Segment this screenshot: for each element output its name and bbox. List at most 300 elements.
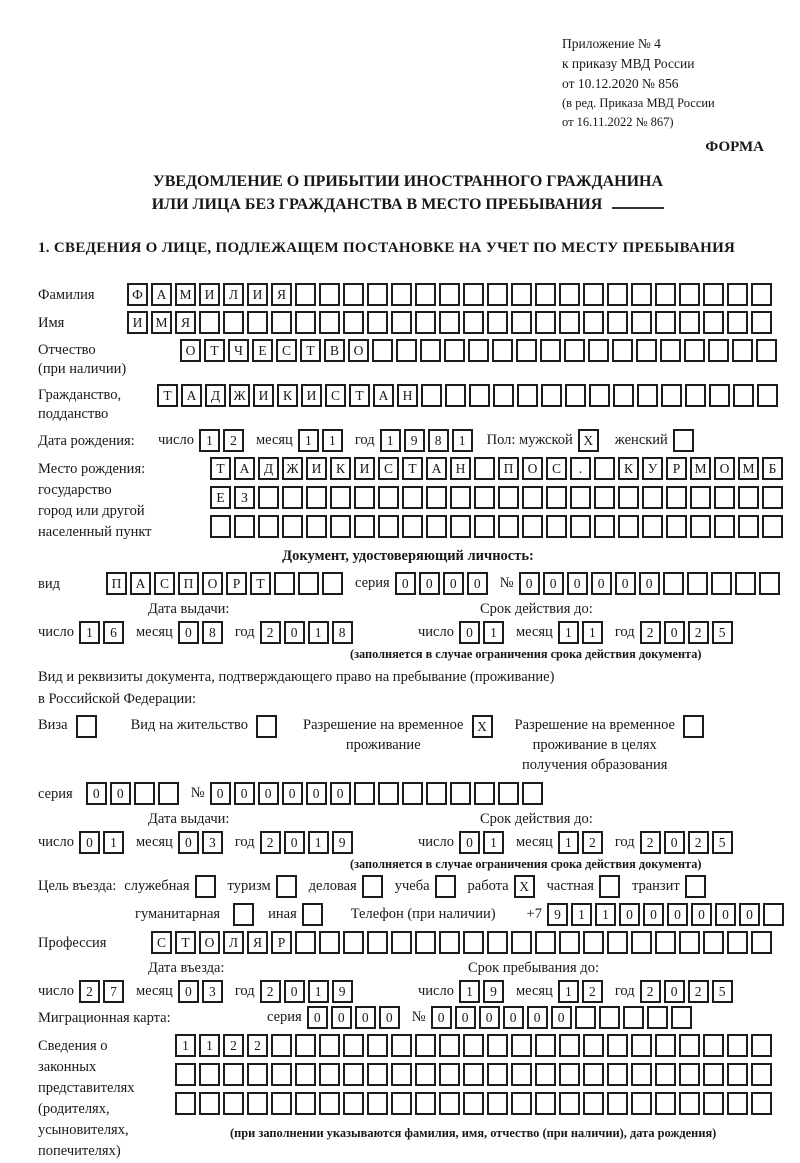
form-cell[interactable] (703, 1092, 724, 1115)
form-cell[interactable] (575, 1006, 596, 1029)
form-cell[interactable]: А (426, 457, 447, 480)
form-cell[interactable] (463, 283, 484, 306)
form-cell[interactable] (319, 1034, 340, 1057)
form-cell[interactable]: 1 (103, 831, 124, 854)
form-cell[interactable] (492, 339, 513, 362)
form-cell[interactable]: О (714, 457, 735, 480)
form-cell[interactable]: 1 (308, 621, 329, 644)
form-cell[interactable] (535, 1034, 556, 1057)
form-cell[interactable] (426, 486, 447, 509)
form-cell[interactable]: 1 (595, 903, 616, 926)
form-cell[interactable]: К (277, 384, 298, 407)
form-cell[interactable]: И (127, 311, 148, 334)
form-cell[interactable] (367, 283, 388, 306)
form-cell[interactable]: . (570, 457, 591, 480)
form-cell[interactable]: О (202, 572, 223, 595)
form-cell[interactable]: 0 (519, 572, 540, 595)
form-cell[interactable] (391, 1092, 412, 1115)
form-cell[interactable]: 2 (640, 831, 661, 854)
form-cell[interactable] (415, 283, 436, 306)
form-cell[interactable] (607, 1034, 628, 1057)
form-cell[interactable] (258, 515, 279, 538)
form-cell[interactable] (751, 311, 772, 334)
form-cell[interactable] (450, 486, 471, 509)
form-cell[interactable] (594, 515, 615, 538)
form-cell[interactable] (522, 782, 543, 805)
form-cell[interactable] (546, 515, 567, 538)
form-cell[interactable] (559, 1034, 580, 1057)
form-cell[interactable] (247, 311, 268, 334)
form-cell[interactable]: П (178, 572, 199, 595)
form-cell[interactable]: 0 (643, 903, 664, 926)
form-cell[interactable]: 0 (691, 903, 712, 926)
form-cell[interactable] (759, 572, 780, 595)
form-cell[interactable] (559, 311, 580, 334)
form-cell[interactable] (607, 283, 628, 306)
form-cell[interactable]: 0 (284, 980, 305, 1003)
form-cell[interactable] (637, 384, 658, 407)
form-cell[interactable] (703, 283, 724, 306)
form-cell[interactable]: X (578, 429, 599, 452)
form-cell[interactable] (199, 1092, 220, 1115)
form-cell[interactable]: З (234, 486, 255, 509)
form-cell[interactable] (463, 1063, 484, 1086)
form-cell[interactable] (757, 384, 778, 407)
form-cell[interactable] (306, 486, 327, 509)
form-cell[interactable] (247, 1092, 268, 1115)
form-cell[interactable] (367, 931, 388, 954)
form-cell[interactable]: И (354, 457, 375, 480)
form-cell[interactable] (594, 486, 615, 509)
form-cell[interactable]: Б (762, 457, 783, 480)
form-cell[interactable] (751, 931, 772, 954)
form-cell[interactable] (319, 1092, 340, 1115)
form-cell[interactable] (631, 283, 652, 306)
form-cell[interactable] (463, 1092, 484, 1115)
form-cell[interactable]: Т (175, 931, 196, 954)
form-cell[interactable] (463, 311, 484, 334)
form-cell[interactable]: 0 (234, 782, 255, 805)
form-cell[interactable] (487, 1063, 508, 1086)
form-cell[interactable] (727, 1034, 748, 1057)
form-cell[interactable]: Я (247, 931, 268, 954)
form-cell[interactable] (540, 339, 561, 362)
form-cell[interactable]: 0 (210, 782, 231, 805)
form-cell[interactable] (295, 1034, 316, 1057)
form-cell[interactable] (522, 515, 543, 538)
form-cell[interactable] (295, 311, 316, 334)
form-cell[interactable] (546, 486, 567, 509)
form-cell[interactable] (343, 1034, 364, 1057)
form-cell[interactable] (372, 339, 393, 362)
form-cell[interactable] (679, 311, 700, 334)
form-cell[interactable]: А (373, 384, 394, 407)
form-cell[interactable]: 2 (640, 980, 661, 1003)
form-cell[interactable] (618, 486, 639, 509)
form-cell[interactable] (378, 782, 399, 805)
form-cell[interactable] (751, 1034, 772, 1057)
form-cell[interactable]: 2 (223, 429, 244, 452)
form-cell[interactable] (583, 1092, 604, 1115)
form-cell[interactable] (685, 875, 706, 898)
form-cell[interactable] (435, 875, 456, 898)
form-cell[interactable] (687, 572, 708, 595)
form-cell[interactable] (175, 1092, 196, 1115)
form-cell[interactable] (450, 782, 471, 805)
form-cell[interactable]: Ж (229, 384, 250, 407)
form-cell[interactable] (583, 311, 604, 334)
form-cell[interactable] (511, 931, 532, 954)
form-cell[interactable] (660, 339, 681, 362)
form-cell[interactable] (487, 1034, 508, 1057)
form-cell[interactable] (450, 515, 471, 538)
form-cell[interactable]: 2 (247, 1034, 268, 1057)
form-cell[interactable] (343, 931, 364, 954)
form-cell[interactable]: Я (271, 283, 292, 306)
form-cell[interactable] (402, 515, 423, 538)
form-cell[interactable] (559, 1092, 580, 1115)
form-cell[interactable] (671, 1006, 692, 1029)
form-cell[interactable] (378, 486, 399, 509)
form-cell[interactable] (391, 1034, 412, 1057)
form-cell[interactable]: И (306, 457, 327, 480)
form-cell[interactable]: 1 (459, 980, 480, 1003)
form-cell[interactable] (330, 486, 351, 509)
form-cell[interactable] (415, 931, 436, 954)
form-cell[interactable]: 1 (558, 980, 579, 1003)
form-cell[interactable]: 1 (79, 621, 100, 644)
form-cell[interactable]: Я (175, 311, 196, 334)
form-cell[interactable] (511, 283, 532, 306)
form-cell[interactable] (354, 486, 375, 509)
form-cell[interactable] (134, 782, 155, 805)
form-cell[interactable]: 0 (664, 831, 685, 854)
form-cell[interactable]: 1 (199, 429, 220, 452)
form-cell[interactable] (733, 384, 754, 407)
form-cell[interactable]: 5 (712, 621, 733, 644)
form-cell[interactable] (256, 715, 277, 738)
form-cell[interactable]: 0 (619, 903, 640, 926)
form-cell[interactable] (727, 1063, 748, 1086)
form-cell[interactable] (426, 515, 447, 538)
form-cell[interactable] (258, 486, 279, 509)
form-cell[interactable]: А (181, 384, 202, 407)
form-cell[interactable] (439, 311, 460, 334)
form-cell[interactable]: 0 (431, 1006, 452, 1029)
form-cell[interactable] (623, 1006, 644, 1029)
form-cell[interactable] (271, 311, 292, 334)
form-cell[interactable] (559, 931, 580, 954)
form-cell[interactable] (402, 486, 423, 509)
form-cell[interactable] (763, 903, 784, 926)
form-cell[interactable]: Н (397, 384, 418, 407)
form-cell[interactable] (367, 1092, 388, 1115)
form-cell[interactable]: Р (271, 931, 292, 954)
form-cell[interactable]: 2 (582, 831, 603, 854)
form-cell[interactable]: О (180, 339, 201, 362)
form-cell[interactable]: 0 (543, 572, 564, 595)
form-cell[interactable] (517, 384, 538, 407)
form-cell[interactable] (642, 486, 663, 509)
form-cell[interactable] (223, 311, 244, 334)
form-cell[interactable] (583, 1034, 604, 1057)
form-cell[interactable] (233, 903, 254, 926)
form-cell[interactable] (487, 1092, 508, 1115)
form-cell[interactable] (444, 339, 465, 362)
form-cell[interactable] (322, 572, 343, 595)
form-cell[interactable] (683, 715, 704, 738)
form-cell[interactable] (727, 931, 748, 954)
form-cell[interactable] (516, 339, 537, 362)
form-cell[interactable]: 1 (452, 429, 473, 452)
form-cell[interactable]: Ж (282, 457, 303, 480)
form-cell[interactable] (607, 1063, 628, 1086)
form-cell[interactable] (559, 283, 580, 306)
form-cell[interactable] (673, 429, 694, 452)
form-cell[interactable]: 2 (223, 1034, 244, 1057)
form-cell[interactable]: 0 (86, 782, 107, 805)
form-cell[interactable] (631, 311, 652, 334)
form-cell[interactable] (663, 572, 684, 595)
form-cell[interactable]: 2 (582, 980, 603, 1003)
form-cell[interactable] (439, 1063, 460, 1086)
form-cell[interactable] (474, 486, 495, 509)
form-cell[interactable] (565, 384, 586, 407)
form-cell[interactable] (391, 311, 412, 334)
form-cell[interactable] (735, 572, 756, 595)
form-cell[interactable] (271, 1063, 292, 1086)
form-cell[interactable]: Е (252, 339, 273, 362)
form-cell[interactable] (367, 1063, 388, 1086)
form-cell[interactable]: 5 (712, 980, 733, 1003)
form-cell[interactable] (306, 515, 327, 538)
form-cell[interactable]: С (154, 572, 175, 595)
form-cell[interactable] (666, 515, 687, 538)
form-cell[interactable]: 0 (331, 1006, 352, 1029)
form-cell[interactable] (319, 311, 340, 334)
form-cell[interactable]: 8 (332, 621, 353, 644)
form-cell[interactable] (378, 515, 399, 538)
form-cell[interactable] (703, 1063, 724, 1086)
form-cell[interactable]: 0 (330, 782, 351, 805)
form-cell[interactable] (498, 515, 519, 538)
form-cell[interactable]: О (199, 931, 220, 954)
form-cell[interactable]: 2 (260, 621, 281, 644)
form-cell[interactable] (599, 1006, 620, 1029)
form-cell[interactable] (367, 311, 388, 334)
form-cell[interactable]: 0 (307, 1006, 328, 1029)
form-cell[interactable]: 0 (664, 980, 685, 1003)
form-cell[interactable] (282, 486, 303, 509)
form-cell[interactable] (391, 931, 412, 954)
form-cell[interactable] (647, 1006, 668, 1029)
form-cell[interactable]: 8 (428, 429, 449, 452)
form-cell[interactable] (415, 1092, 436, 1115)
form-cell[interactable] (679, 1092, 700, 1115)
form-cell[interactable]: 0 (355, 1006, 376, 1029)
form-cell[interactable] (714, 515, 735, 538)
form-cell[interactable] (679, 1063, 700, 1086)
form-cell[interactable] (498, 486, 519, 509)
form-cell[interactable] (727, 283, 748, 306)
form-cell[interactable]: 1 (308, 831, 329, 854)
form-cell[interactable] (76, 715, 97, 738)
form-cell[interactable]: 0 (467, 572, 488, 595)
form-cell[interactable] (223, 1063, 244, 1086)
form-cell[interactable]: X (472, 715, 493, 738)
form-cell[interactable] (666, 486, 687, 509)
form-cell[interactable] (158, 782, 179, 805)
form-cell[interactable] (685, 384, 706, 407)
form-cell[interactable] (343, 1092, 364, 1115)
form-cell[interactable] (415, 1034, 436, 1057)
form-cell[interactable]: 1 (308, 980, 329, 1003)
form-cell[interactable] (223, 1092, 244, 1115)
form-cell[interactable] (487, 283, 508, 306)
form-cell[interactable] (661, 384, 682, 407)
form-cell[interactable]: 0 (282, 782, 303, 805)
form-cell[interactable]: 0 (284, 831, 305, 854)
form-cell[interactable]: К (618, 457, 639, 480)
form-cell[interactable]: 2 (260, 831, 281, 854)
form-cell[interactable] (570, 486, 591, 509)
form-cell[interactable] (295, 931, 316, 954)
form-cell[interactable]: 9 (483, 980, 504, 1003)
form-cell[interactable] (679, 1034, 700, 1057)
form-cell[interactable]: Ф (127, 283, 148, 306)
form-cell[interactable] (445, 384, 466, 407)
form-cell[interactable]: 0 (443, 572, 464, 595)
form-cell[interactable] (535, 931, 556, 954)
form-cell[interactable] (421, 384, 442, 407)
form-cell[interactable]: 0 (567, 572, 588, 595)
form-cell[interactable]: 0 (284, 621, 305, 644)
form-cell[interactable]: С (325, 384, 346, 407)
form-cell[interactable]: И (199, 283, 220, 306)
form-cell[interactable] (391, 283, 412, 306)
form-cell[interactable] (199, 311, 220, 334)
form-cell[interactable] (439, 1034, 460, 1057)
form-cell[interactable]: А (151, 283, 172, 306)
form-cell[interactable]: 9 (332, 980, 353, 1003)
form-cell[interactable] (343, 311, 364, 334)
form-cell[interactable] (751, 283, 772, 306)
form-cell[interactable]: 0 (527, 1006, 548, 1029)
form-cell[interactable]: 6 (103, 621, 124, 644)
form-cell[interactable] (607, 931, 628, 954)
form-cell[interactable]: Л (223, 931, 244, 954)
form-cell[interactable] (343, 283, 364, 306)
form-cell[interactable]: С (151, 931, 172, 954)
form-cell[interactable] (594, 457, 615, 480)
form-cell[interactable]: М (690, 457, 711, 480)
form-cell[interactable] (498, 782, 519, 805)
form-cell[interactable] (690, 515, 711, 538)
form-cell[interactable] (468, 339, 489, 362)
form-cell[interactable]: X (514, 875, 535, 898)
form-cell[interactable] (295, 1063, 316, 1086)
form-cell[interactable] (655, 931, 676, 954)
form-cell[interactable]: 0 (615, 572, 636, 595)
form-cell[interactable] (583, 931, 604, 954)
form-cell[interactable]: 0 (419, 572, 440, 595)
form-cell[interactable] (469, 384, 490, 407)
form-cell[interactable] (362, 875, 383, 898)
form-cell[interactable] (679, 931, 700, 954)
form-cell[interactable]: 0 (664, 621, 685, 644)
form-cell[interactable]: Т (402, 457, 423, 480)
form-cell[interactable]: 0 (503, 1006, 524, 1029)
form-cell[interactable] (295, 1092, 316, 1115)
form-cell[interactable]: 0 (110, 782, 131, 805)
form-cell[interactable]: 0 (395, 572, 416, 595)
form-cell[interactable]: 1 (582, 621, 603, 644)
form-cell[interactable] (738, 486, 759, 509)
form-cell[interactable] (420, 339, 441, 362)
form-cell[interactable] (751, 1092, 772, 1115)
form-cell[interactable] (631, 931, 652, 954)
form-cell[interactable]: Т (250, 572, 271, 595)
form-cell[interactable] (463, 1034, 484, 1057)
form-cell[interactable]: 2 (640, 621, 661, 644)
form-cell[interactable]: Т (204, 339, 225, 362)
form-cell[interactable]: О (348, 339, 369, 362)
form-cell[interactable] (655, 311, 676, 334)
form-cell[interactable] (439, 283, 460, 306)
form-cell[interactable]: 1 (483, 621, 504, 644)
form-cell[interactable] (690, 486, 711, 509)
form-cell[interactable] (599, 875, 620, 898)
form-cell[interactable]: Д (258, 457, 279, 480)
form-cell[interactable]: 1 (175, 1034, 196, 1057)
form-cell[interactable] (439, 931, 460, 954)
form-cell[interactable] (756, 339, 777, 362)
form-cell[interactable] (274, 572, 295, 595)
form-cell[interactable] (396, 339, 417, 362)
form-cell[interactable] (487, 931, 508, 954)
form-cell[interactable]: 0 (455, 1006, 476, 1029)
form-cell[interactable] (354, 782, 375, 805)
form-cell[interactable] (738, 515, 759, 538)
form-cell[interactable]: С (378, 457, 399, 480)
form-cell[interactable] (247, 1063, 268, 1086)
form-cell[interactable]: П (498, 457, 519, 480)
form-cell[interactable] (474, 515, 495, 538)
form-cell[interactable] (727, 311, 748, 334)
form-cell[interactable]: 1 (199, 1034, 220, 1057)
form-cell[interactable]: 0 (639, 572, 660, 595)
form-cell[interactable]: 1 (380, 429, 401, 452)
form-cell[interactable]: 9 (547, 903, 568, 926)
form-cell[interactable] (511, 1034, 532, 1057)
form-cell[interactable] (655, 1092, 676, 1115)
form-cell[interactable]: 0 (551, 1006, 572, 1029)
form-cell[interactable] (583, 1063, 604, 1086)
form-cell[interactable] (511, 1092, 532, 1115)
form-cell[interactable]: 3 (202, 980, 223, 1003)
form-cell[interactable] (210, 515, 231, 538)
form-cell[interactable] (439, 1092, 460, 1115)
form-cell[interactable] (727, 1092, 748, 1115)
form-cell[interactable] (535, 311, 556, 334)
form-cell[interactable] (271, 1034, 292, 1057)
form-cell[interactable] (655, 283, 676, 306)
form-cell[interactable]: 0 (459, 621, 480, 644)
form-cell[interactable]: С (546, 457, 567, 480)
form-cell[interactable]: 2 (688, 980, 709, 1003)
form-cell[interactable] (714, 486, 735, 509)
blank-underline[interactable] (612, 194, 664, 209)
